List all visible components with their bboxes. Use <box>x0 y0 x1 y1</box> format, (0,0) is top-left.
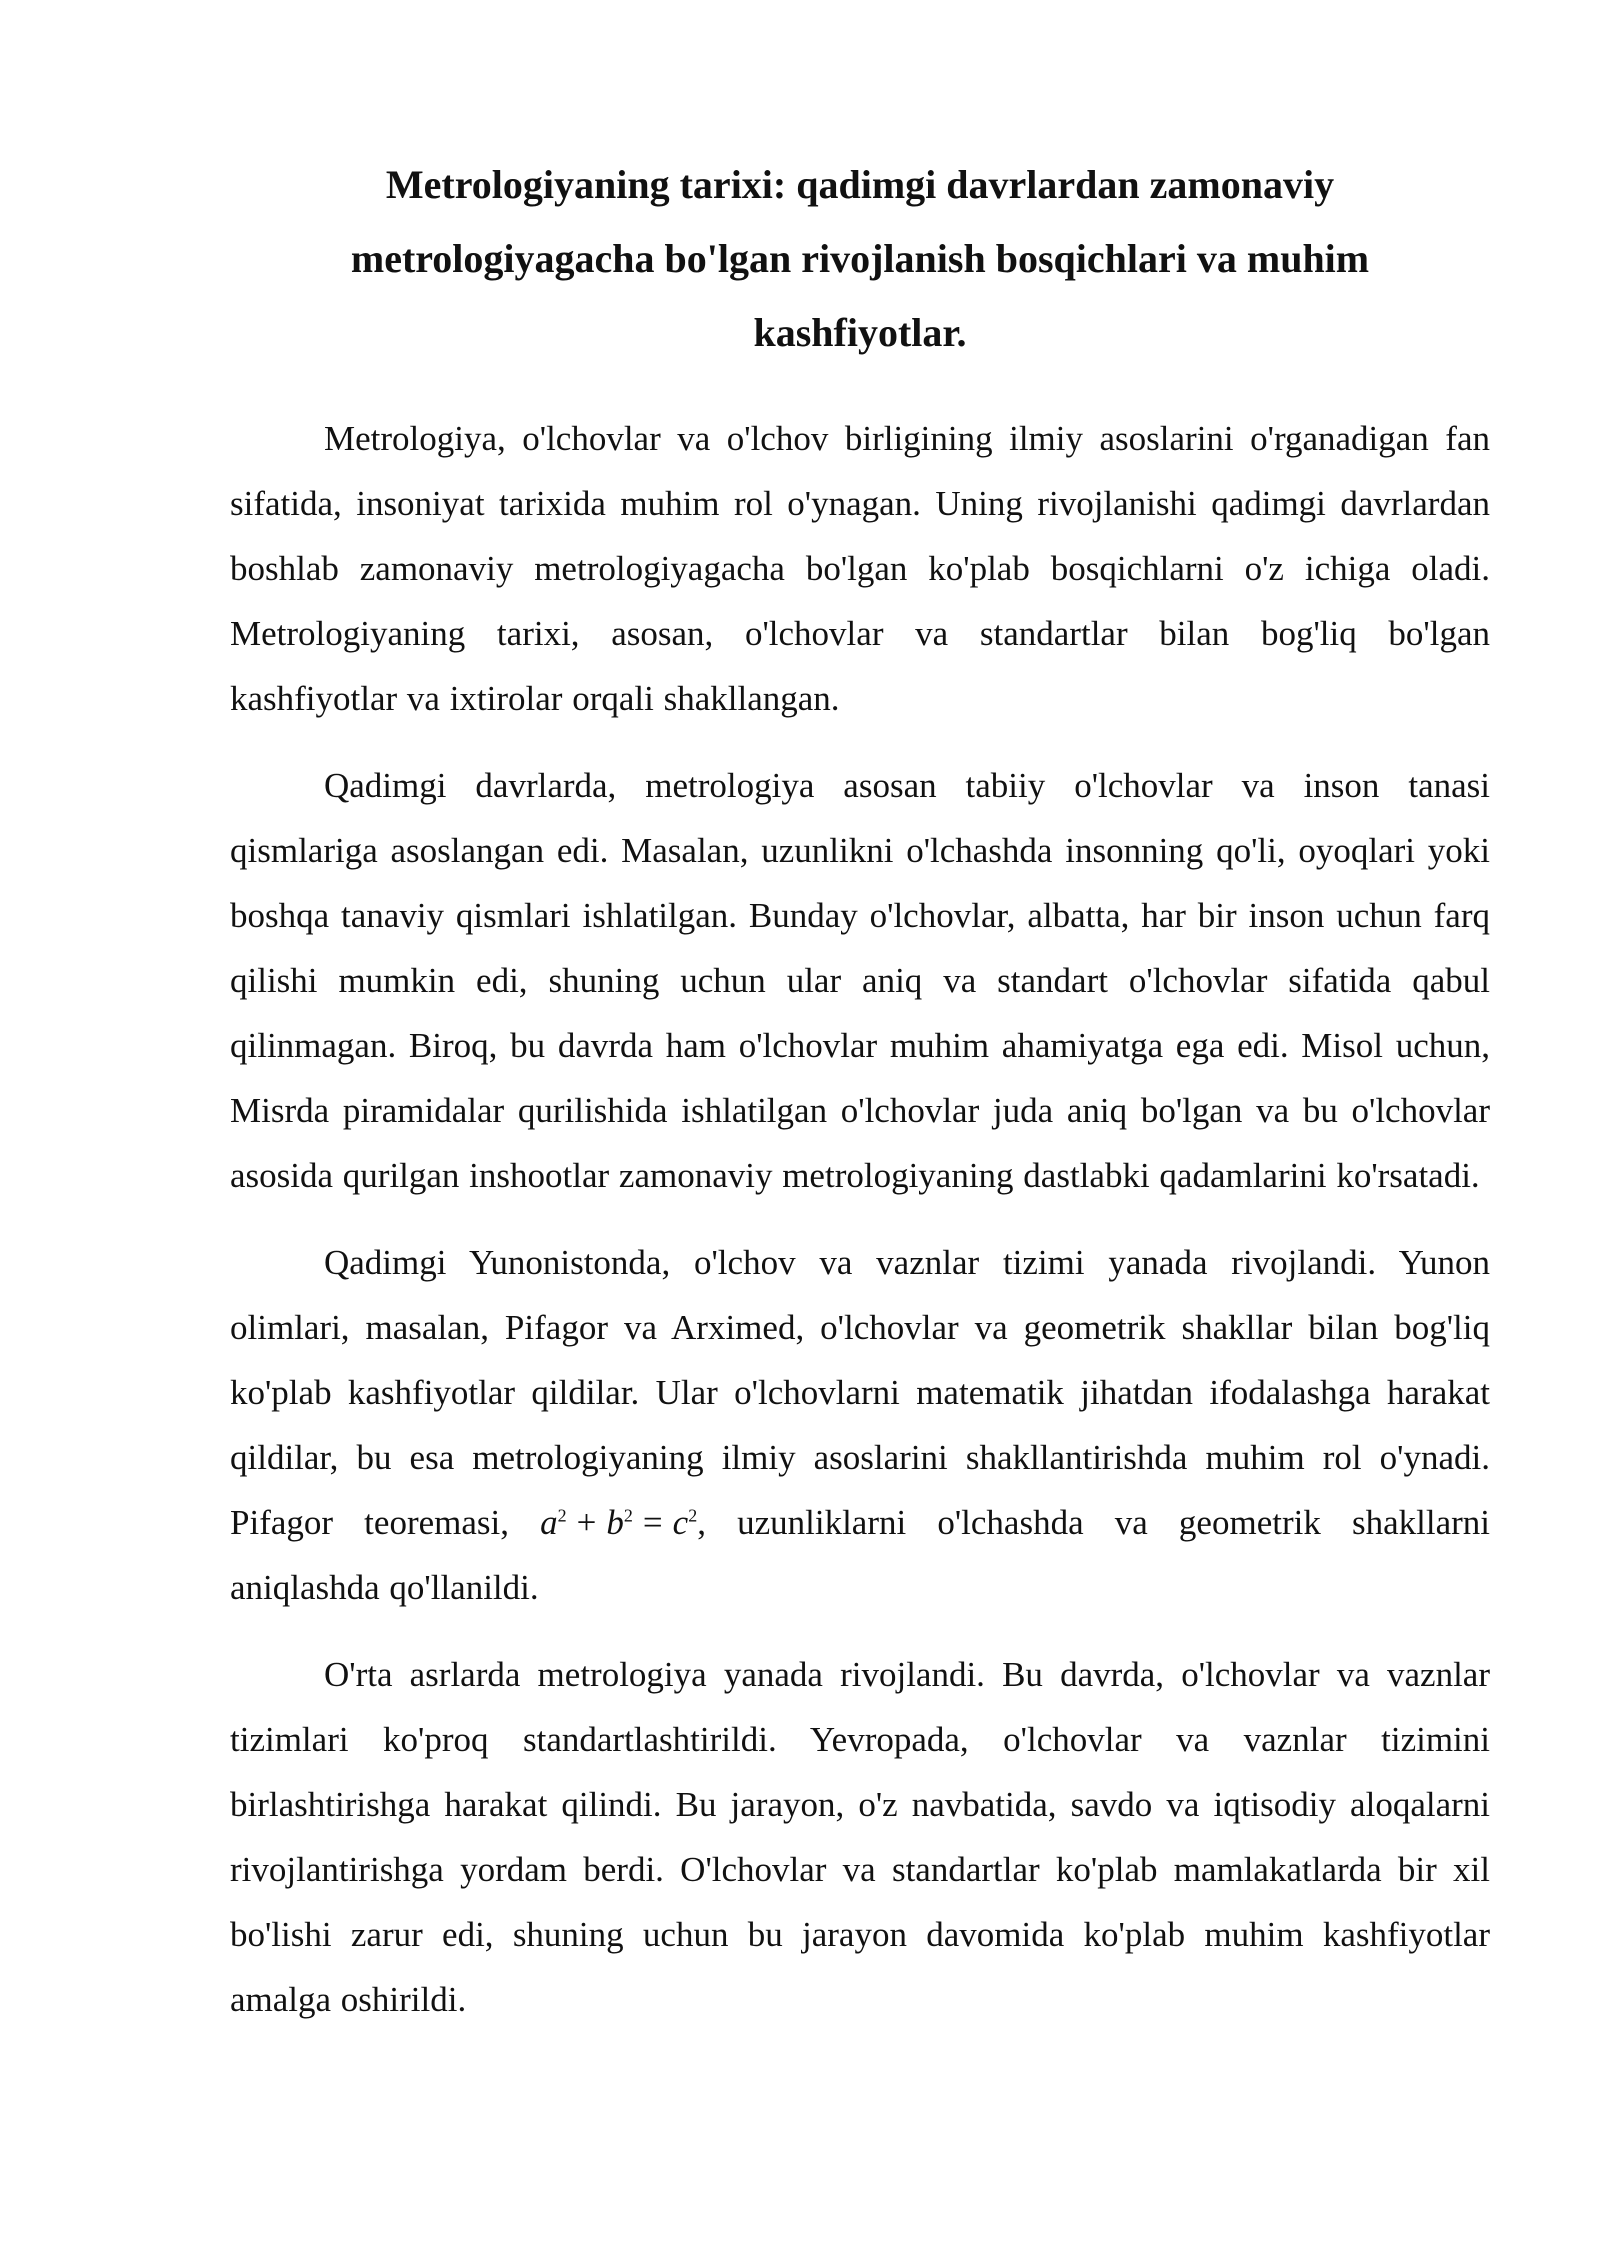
paragraph-text: Qadimgi Yunonistonda, o'lchov va vaznlar tizimi yanada rivojlandi. Yunon olimlari, masalan, Pifagor va Arximed, o'lchovlar va geometrik shakllar bilan bog'liq ko'plab kashfiyotlar qildilar. Ular o'lchovlarni matematik jihatdan ifodalashga harakat qildilar, bu esa metrologiyaning ilmiy asoslarini shakllantirishda muhim rol o'ynadi. Pifagor teoremasi, <box>230 1243 1490 1542</box>
paragraph-intro: Metrologiya, o'lchovlar va o'lchov birligining ilmiy asoslarini o'rganadigan fan sifatida, insoniyat tarixida muhim rol o'ynagan. Uning rivojlanishi qadimgi davrlardan boshlab zamonaviy metrologiyagacha bo'lgan ko'plab bosqichlarni o'z ichiga oladi. Metrologiyaning tarixi, asosan, o'lchovlar va standartlar bilan bog'liq bo'lgan kashfiyotlar va ixtirolar orqali shakllangan. <box>230 419 1490 718</box>
pythagorean-formula: $a^2 + b^2 = c^2$ <box>540 1503 698 1542</box>
paragraph-ancient-greece <box>230 1230 1490 1620</box>
paragraph-text: , uzunliklarni o'lchashda va geometrik shakllarni aniqlashda qo'llanildi. <box>230 1503 1490 1607</box>
paragraph-ancient-times: Qadimgi davrlarda, metrologiya asosan tabiiy o'lchovlar va inson tanasi qismlariga asoslangan edi. Masalan, uzunlikni o'lchashda insonning qo'li, oyoqlari yoki boshqa tanaviy qismlari ishlatilgan. Bunday o'lchovlar, albatta, har bir inson uchun farq qilishi mumkin edi, shuning uchun ular aniq va standart o'lchovlar sifatida qabul qilinmagan. Biroq, bu davrda ham o'lchovlar muhim ahamiyatga ega edi. Misol uchun, Misrda piramidalar qurilishida ishlatilgan o'lchovlar juda aniq bo'lgan va bu o'lchovlar asosida qurilgan inshootlar zamonaviy metrologiyaning dastlabki qadamlarini ko'rsatadi. <box>230 766 1490 1195</box>
document-page <box>230 148 1490 2054</box>
document-title: Metrologiyaning tarixi: qadimgi davrlardan zamonaviy metrologiyagacha bo'lgan rivojlanish bosqichlari va muhim kashfiyotlar. <box>350 162 1370 355</box>
paragraph-middle-ages: O'rta asrlarda metrologiya yanada rivojlandi. Bu davrda, o'lchovlar va vaznlar tizimlari ko'proq standartlashtirildi. Yevropada, o'lchovlar va vaznlar tizimini birlashtirishga harakat qilindi. Bu jarayon, o'z navbatida, savdo va iqtisodiy aloqalarni rivojlantirishga yordam berdi. O'lchovlar va standartlar ko'plab mamlakatlarda bir xil bo'lishi zarur edi, shuning uchun bu jarayon davomida ko'plab muhim kashfiyotlar amalga oshirildi. <box>230 1655 1490 2019</box>
